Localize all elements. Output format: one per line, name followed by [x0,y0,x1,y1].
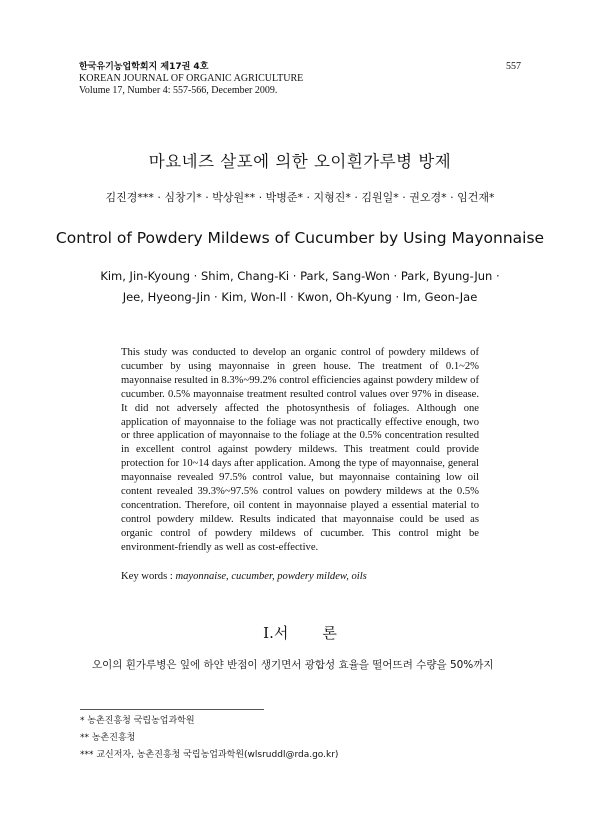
journal-header [79,61,303,97]
section-numeral: Ⅰ. [263,624,274,642]
footnote-corresponding-author: *** 교신저자, 농촌진흥청 국립농업과학원(wlsruddl@rda.go.kr) [80,750,339,760]
keywords [121,571,367,582]
authors-english-line-2: Jee, Hyeong-Jin · Kim, Won-Il · Kwon, Oh-Kyung · Im, Geon-Jae [122,290,478,304]
authors-korean: 김진경*** · 심창기* · 박상원** · 박병준* · 지형진* · 김원일* · 권오경* · 임건재* [105,191,495,204]
authors-english [0,266,600,308]
intro-paragraph: 오이의 흰가루병은 잎에 하얀 반점이 생기면서 광합성 효율을 떨어뜨려 수량을 50%까지 [92,659,494,671]
footnotes [80,713,338,764]
abstract: This study was conducted to develop an organic control of powdery mildews of cucumber by using mayonnaise in green house. The treatment of 0.1~2% mayonnaise resulted in 8.3%~99.2% control efficiencies against powdery mildew of cucumber. 0.5% mayonnaise treatment resulted control values over 97% in disease. It did not adversely affected the photosynthesis of foliages. Although one application of mayonnaise to the foliage was not practically effective enough, two or three application of mayonnaise to the foliage at the 0.5% concentration resulted in excellent control against powdery mildews. This treatment could provide protection for 10~14 days after application. Among the type of mayonnaise, general mayonnaise revealed 97.5% control value, but mayonnaise containing low oil content revealed 39.3%~97.5% control values on powdery mildews at the 0.5% concentration. Therefore, oil content in mayonnaise played a essential material to control powdery mildew. Results indicated that mayonnaise could be used as organic control of powdery mildews of cucumber. This control might be environment-friendly as well as cost-effective. [121,347,479,553]
journal-name-english: KOREAN JOURNAL OF ORGANIC AGRICULTURE [79,73,304,84]
authors-english-line-1: Kim, Jin-Kyoung · Shim, Chang-Ki · Park, Sang-Won · Park, Byung-Jun · [100,269,500,283]
journal-name-korean: 한국유기농업학회지 제17권 4호 [79,62,209,72]
page-number: 557 [506,61,521,72]
footnote-divider [80,709,264,710]
paper-title-korean: 마요네즈 살포에 의한 오이흰가루병 방제 [148,152,452,171]
footnote-affiliation-1: * 농촌진흥청 국립농업과학원 [80,716,195,726]
paper-title-english: Control of Powdery Mildews of Cucumber by Using Mayonnaise [55,229,545,247]
section-title-char-1: 서 [273,624,289,642]
keywords-values: mayonnaise, cucumber, powdery mildew, oils [175,571,367,582]
section-title-char-2: 론 [322,624,337,642]
journal-volume-info: Volume 17, Number 4: 557-566, December 2009. [79,85,278,96]
footnote-affiliation-2: ** 농촌진흥청 [80,733,136,743]
section-heading-introduction [0,622,600,643]
keywords-label: Key words : [121,571,173,582]
